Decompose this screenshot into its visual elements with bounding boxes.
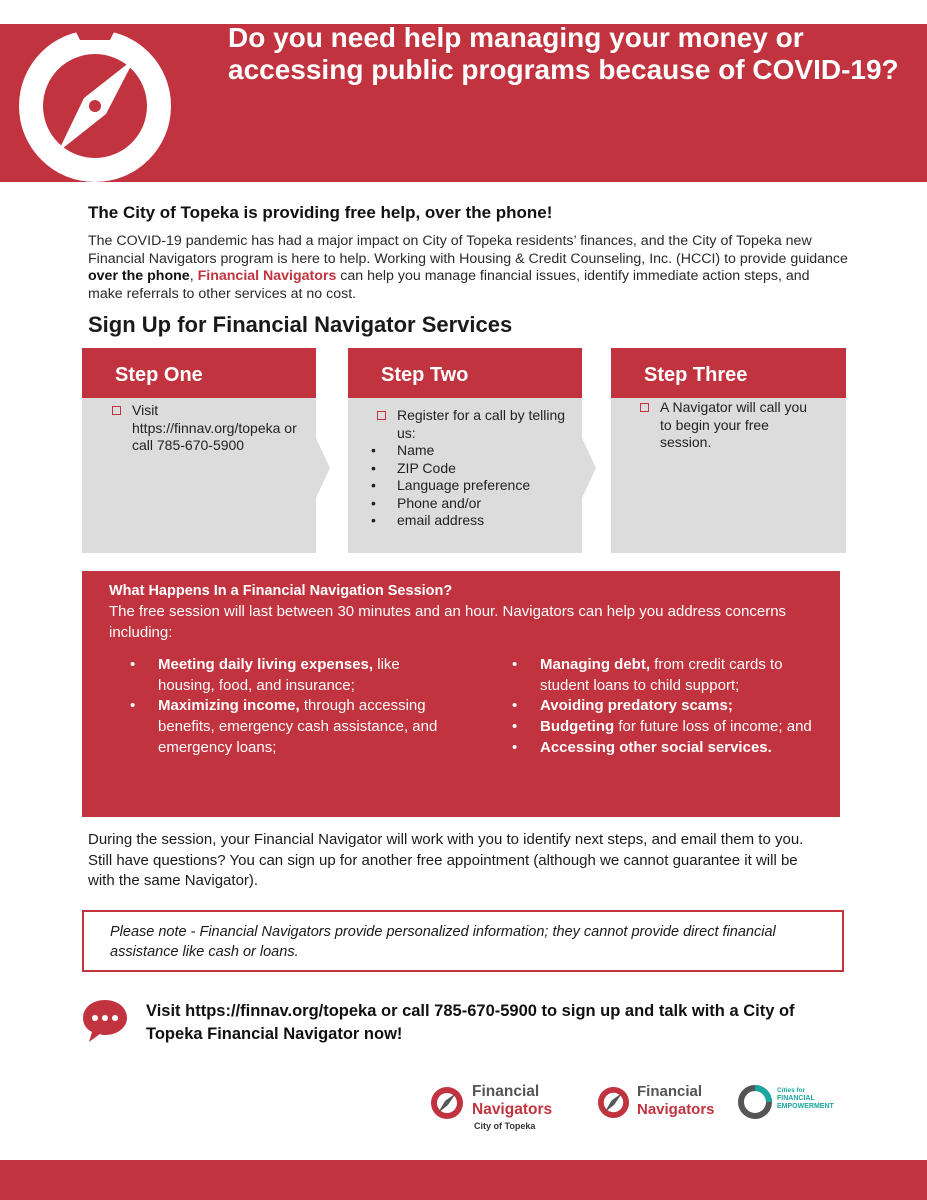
intro-text-1: The COVID-19 pandemic has had a major impact on City of Topeka residents’ finances, and the City of Topeka new Financial Navigators program is here to help. Working with Housing & Credit Counseling, Inc. (HCCI) to provide guidance [88,233,848,267]
checkbox-icon [640,403,649,412]
session-panel [82,571,840,817]
step-one-arrow [316,438,330,498]
list-item [540,738,826,759]
logo-text-line3: EMPOWERMENT [777,1103,834,1110]
compass-icon [597,1086,630,1119]
step-three-title: Step Three [611,348,846,398]
compass-icon [430,1086,464,1120]
page-title: Do you need help managing your money or accessing public programs because of COVID-19? [228,22,899,85]
logo-text-line2: Navigators [637,1101,715,1118]
chat-bubble-icon [80,997,130,1045]
session-list-right [540,655,826,759]
session-heading: What Happens In a Financial Navigation Session? [109,583,453,599]
step-three-text [660,399,820,452]
intro-heading: The City of Topeka is providing free help, over the phone! [88,203,553,222]
list-item-text: through accessing benefits, emergency cash assistance, and emergency loans; [158,697,438,756]
logo-text-line2: FINANCIAL [777,1095,815,1102]
list-item [540,717,826,738]
step-two-title: Step Two [348,348,582,398]
list-item [540,655,826,696]
footer-bar [0,1160,927,1200]
note-box [82,910,844,972]
session-list-left [158,655,448,759]
intro-highlight: Financial Navigators [197,268,337,284]
ring-logo-icon [737,1084,773,1120]
intro-text-3: can help you manage financial issues, identify immediate action steps, and make referrals to other services at no cost. [88,268,810,302]
logo-text-line1: Cities for [777,1087,806,1094]
list-item-text: like housing, food, and insurance; [158,656,400,694]
intro-bold-phrase: over the phone [88,268,190,284]
step-one-title: Step One [82,348,316,398]
logo-text-line1: Financial [637,1083,703,1100]
step-three-label: A Navigator will call you to begin your free session. [660,399,808,450]
list-item-bold: Managing debt, [540,656,650,673]
list-item-bold: Meeting daily living expenses, [158,656,374,673]
logo-text-line1: Financial [472,1083,540,1100]
intro-text-2: , [189,268,198,284]
signup-heading: Sign Up for Financial Navigator Services [88,312,513,337]
list-item: • email address [397,512,567,530]
list-item-bold: Budgeting [540,718,615,736]
logo-financial-navigators-topeka [430,1083,570,1135]
logo-cities-for-financial-empowerment [737,1083,857,1123]
step-three [611,348,846,553]
logo-financial-navigators [597,1083,727,1123]
checkbox-icon [377,411,386,420]
list-item-bold: Accessing other social services. [540,738,772,756]
step-two [348,348,598,553]
logo-text-line2: Navigators [472,1101,553,1118]
list-item: • Name [397,442,567,460]
step-two-label: Register for a call by telling us: [397,407,566,441]
step-two-list [397,442,567,530]
session-intro: The free session will last between 30 minutes and an hour. Navigators can help you address concerns including: [109,603,787,641]
step-one-text [132,402,302,455]
step-one [82,348,334,553]
list-item: • Phone and/or [397,495,567,513]
list-item: • ZIP Code [397,460,567,478]
logo-subtitle: City of Topeka [474,1121,536,1131]
step-one-label: Visit https://finnav.org/topeka or call 785-670-5900 [132,402,297,453]
list-item-bold: Maximizing income, [158,697,300,715]
note-text: Please note - Financial Navigators provide personalized information; they cannot provide direct financial assistance like cash or loans. [110,924,776,960]
list-item [540,696,826,717]
followup-paragraph: During the session, your Financial Navigator will work with you to identify next steps, and email them to you. Still have questions? You can sign up for another free appointment (although we cannot guarantee it will be with the same Navigator). [88,831,804,890]
cta-text: Visit https://finnav.org/topeka or call 785-670-5900 to sign up and talk with a City of Topeka Financial Navigator now! [146,1002,795,1043]
list-item-text: for future loss of income; and [614,718,812,736]
list-item-text: from credit cards to student loans to child support; [540,656,783,694]
compass-logo-icon [0,0,200,182]
list-item-bold: Avoiding predatory scams; [540,697,733,715]
step-two-arrow [582,438,596,498]
step-two-text [397,407,567,530]
intro-paragraph [88,233,848,303]
list-item: • Language preference [397,477,567,495]
list-item [158,696,448,758]
checkbox-icon [112,406,121,415]
list-item [158,655,448,696]
